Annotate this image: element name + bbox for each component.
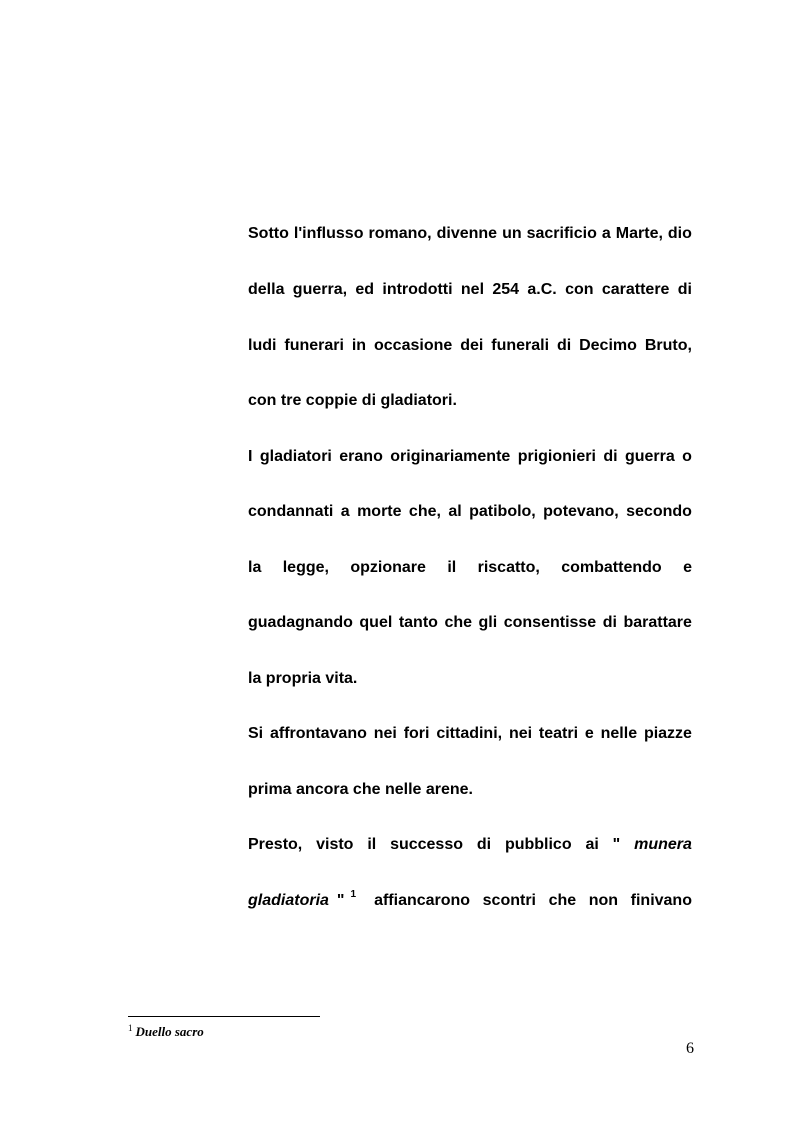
word: guerra, bbox=[292, 281, 348, 298]
word: successo bbox=[390, 836, 463, 853]
word: piazze bbox=[643, 725, 692, 742]
text-line-3 bbox=[248, 336, 692, 356]
word: l'influsso bbox=[293, 225, 364, 242]
word: o bbox=[682, 448, 692, 465]
word: non bbox=[588, 892, 619, 909]
word: finivano bbox=[630, 892, 692, 909]
word: ludi bbox=[248, 337, 277, 354]
page-number: 6 bbox=[686, 1040, 694, 1057]
word: la bbox=[248, 559, 262, 576]
word: affiancarono bbox=[374, 892, 471, 909]
footnote-mark: 1 bbox=[128, 1023, 133, 1033]
word: visto bbox=[316, 836, 354, 853]
word: guerra bbox=[624, 448, 675, 465]
munera-italic: munera bbox=[634, 836, 692, 853]
word: originariamente bbox=[390, 448, 511, 465]
word: Decimo bbox=[579, 337, 637, 354]
word: in bbox=[351, 337, 367, 354]
word: Bruto, bbox=[644, 337, 692, 354]
footnote bbox=[128, 1024, 204, 1040]
word: morte bbox=[357, 503, 402, 520]
word: opzionare bbox=[350, 559, 426, 576]
word: fori bbox=[403, 725, 430, 742]
word: Presto, bbox=[248, 836, 303, 853]
word: di bbox=[677, 281, 692, 298]
text-line-5 bbox=[248, 447, 692, 467]
word: di bbox=[603, 448, 618, 465]
word: ai bbox=[585, 836, 599, 853]
word: gladiatori bbox=[259, 448, 332, 465]
word: combattendo bbox=[561, 559, 662, 576]
word: divenne bbox=[436, 225, 498, 242]
word: quel bbox=[359, 614, 393, 631]
gladiatoria-italic: gladiatoria bbox=[248, 892, 329, 909]
word: condannati bbox=[248, 503, 334, 520]
word: " bbox=[612, 836, 621, 853]
word: tanto bbox=[398, 614, 438, 631]
word: il bbox=[367, 836, 377, 853]
word: e bbox=[584, 725, 594, 742]
word: consentisse bbox=[503, 614, 597, 631]
word: legge, bbox=[282, 559, 329, 576]
word: Sotto bbox=[248, 225, 289, 242]
text-line-10 bbox=[248, 724, 692, 744]
word: un bbox=[502, 225, 522, 242]
word: al bbox=[448, 503, 462, 520]
word: della bbox=[248, 281, 285, 298]
word: funerari bbox=[284, 337, 344, 354]
word: guadagnando bbox=[248, 614, 353, 631]
word: scontri bbox=[482, 892, 536, 909]
footnote-reference[interactable]: 1 bbox=[350, 889, 357, 900]
word: carattere bbox=[601, 281, 670, 298]
word: potevano, bbox=[543, 503, 619, 520]
word: Si bbox=[248, 725, 264, 742]
word: sacrificio bbox=[526, 225, 597, 242]
footnote-text: Duello sacro bbox=[135, 1024, 204, 1039]
footnote-separator bbox=[128, 1016, 320, 1017]
word: a.C. bbox=[527, 281, 557, 298]
word: romano, bbox=[368, 225, 432, 242]
word: pubblico bbox=[504, 836, 572, 853]
text-line-7 bbox=[248, 558, 692, 578]
text-line-13-rest bbox=[374, 891, 692, 911]
word: teatri bbox=[538, 725, 579, 742]
word: nei bbox=[373, 725, 397, 742]
text-line-12 bbox=[248, 835, 692, 855]
word: dei bbox=[460, 337, 484, 354]
word: a bbox=[340, 503, 350, 520]
word: di bbox=[476, 836, 492, 853]
text-line-8 bbox=[248, 613, 692, 633]
word: cittadini, bbox=[436, 725, 503, 742]
word: gli bbox=[478, 614, 498, 631]
word: di bbox=[556, 337, 572, 354]
word: secondo bbox=[626, 503, 692, 520]
word: prigionieri bbox=[517, 448, 596, 465]
word: patibolo, bbox=[469, 503, 536, 520]
word: con bbox=[565, 281, 594, 298]
word: occasione bbox=[374, 337, 453, 354]
word: nel bbox=[460, 281, 485, 298]
word: dio bbox=[667, 225, 692, 242]
text-line-9: la propria vita. bbox=[248, 670, 358, 687]
word: I bbox=[248, 448, 253, 465]
word: che bbox=[444, 614, 473, 631]
word: barattare bbox=[623, 614, 692, 631]
word: a bbox=[601, 225, 611, 242]
text-line-11: prima ancora che nelle arene. bbox=[248, 781, 473, 798]
word: ed bbox=[355, 281, 375, 298]
word: erano bbox=[339, 448, 383, 465]
text-line-1 bbox=[248, 224, 692, 244]
text-line-13 bbox=[248, 891, 692, 911]
text-line-4: con tre coppie di gladiatori. bbox=[248, 392, 457, 409]
word: funerali bbox=[491, 337, 550, 354]
word: il bbox=[447, 559, 457, 576]
text-line-6 bbox=[248, 502, 692, 522]
closing-quote: " bbox=[336, 892, 345, 909]
word: nei bbox=[508, 725, 533, 742]
word: 254 bbox=[492, 281, 520, 298]
word: e bbox=[683, 559, 692, 576]
word: di bbox=[602, 614, 617, 631]
word: riscatto, bbox=[477, 559, 540, 576]
text-line-2 bbox=[248, 280, 692, 300]
word: che, bbox=[408, 503, 441, 520]
word: introdotti bbox=[382, 281, 453, 298]
word: Marte, bbox=[615, 225, 663, 242]
word: che bbox=[548, 892, 577, 909]
word: nelle bbox=[600, 725, 638, 742]
word: affrontavano bbox=[269, 725, 367, 742]
